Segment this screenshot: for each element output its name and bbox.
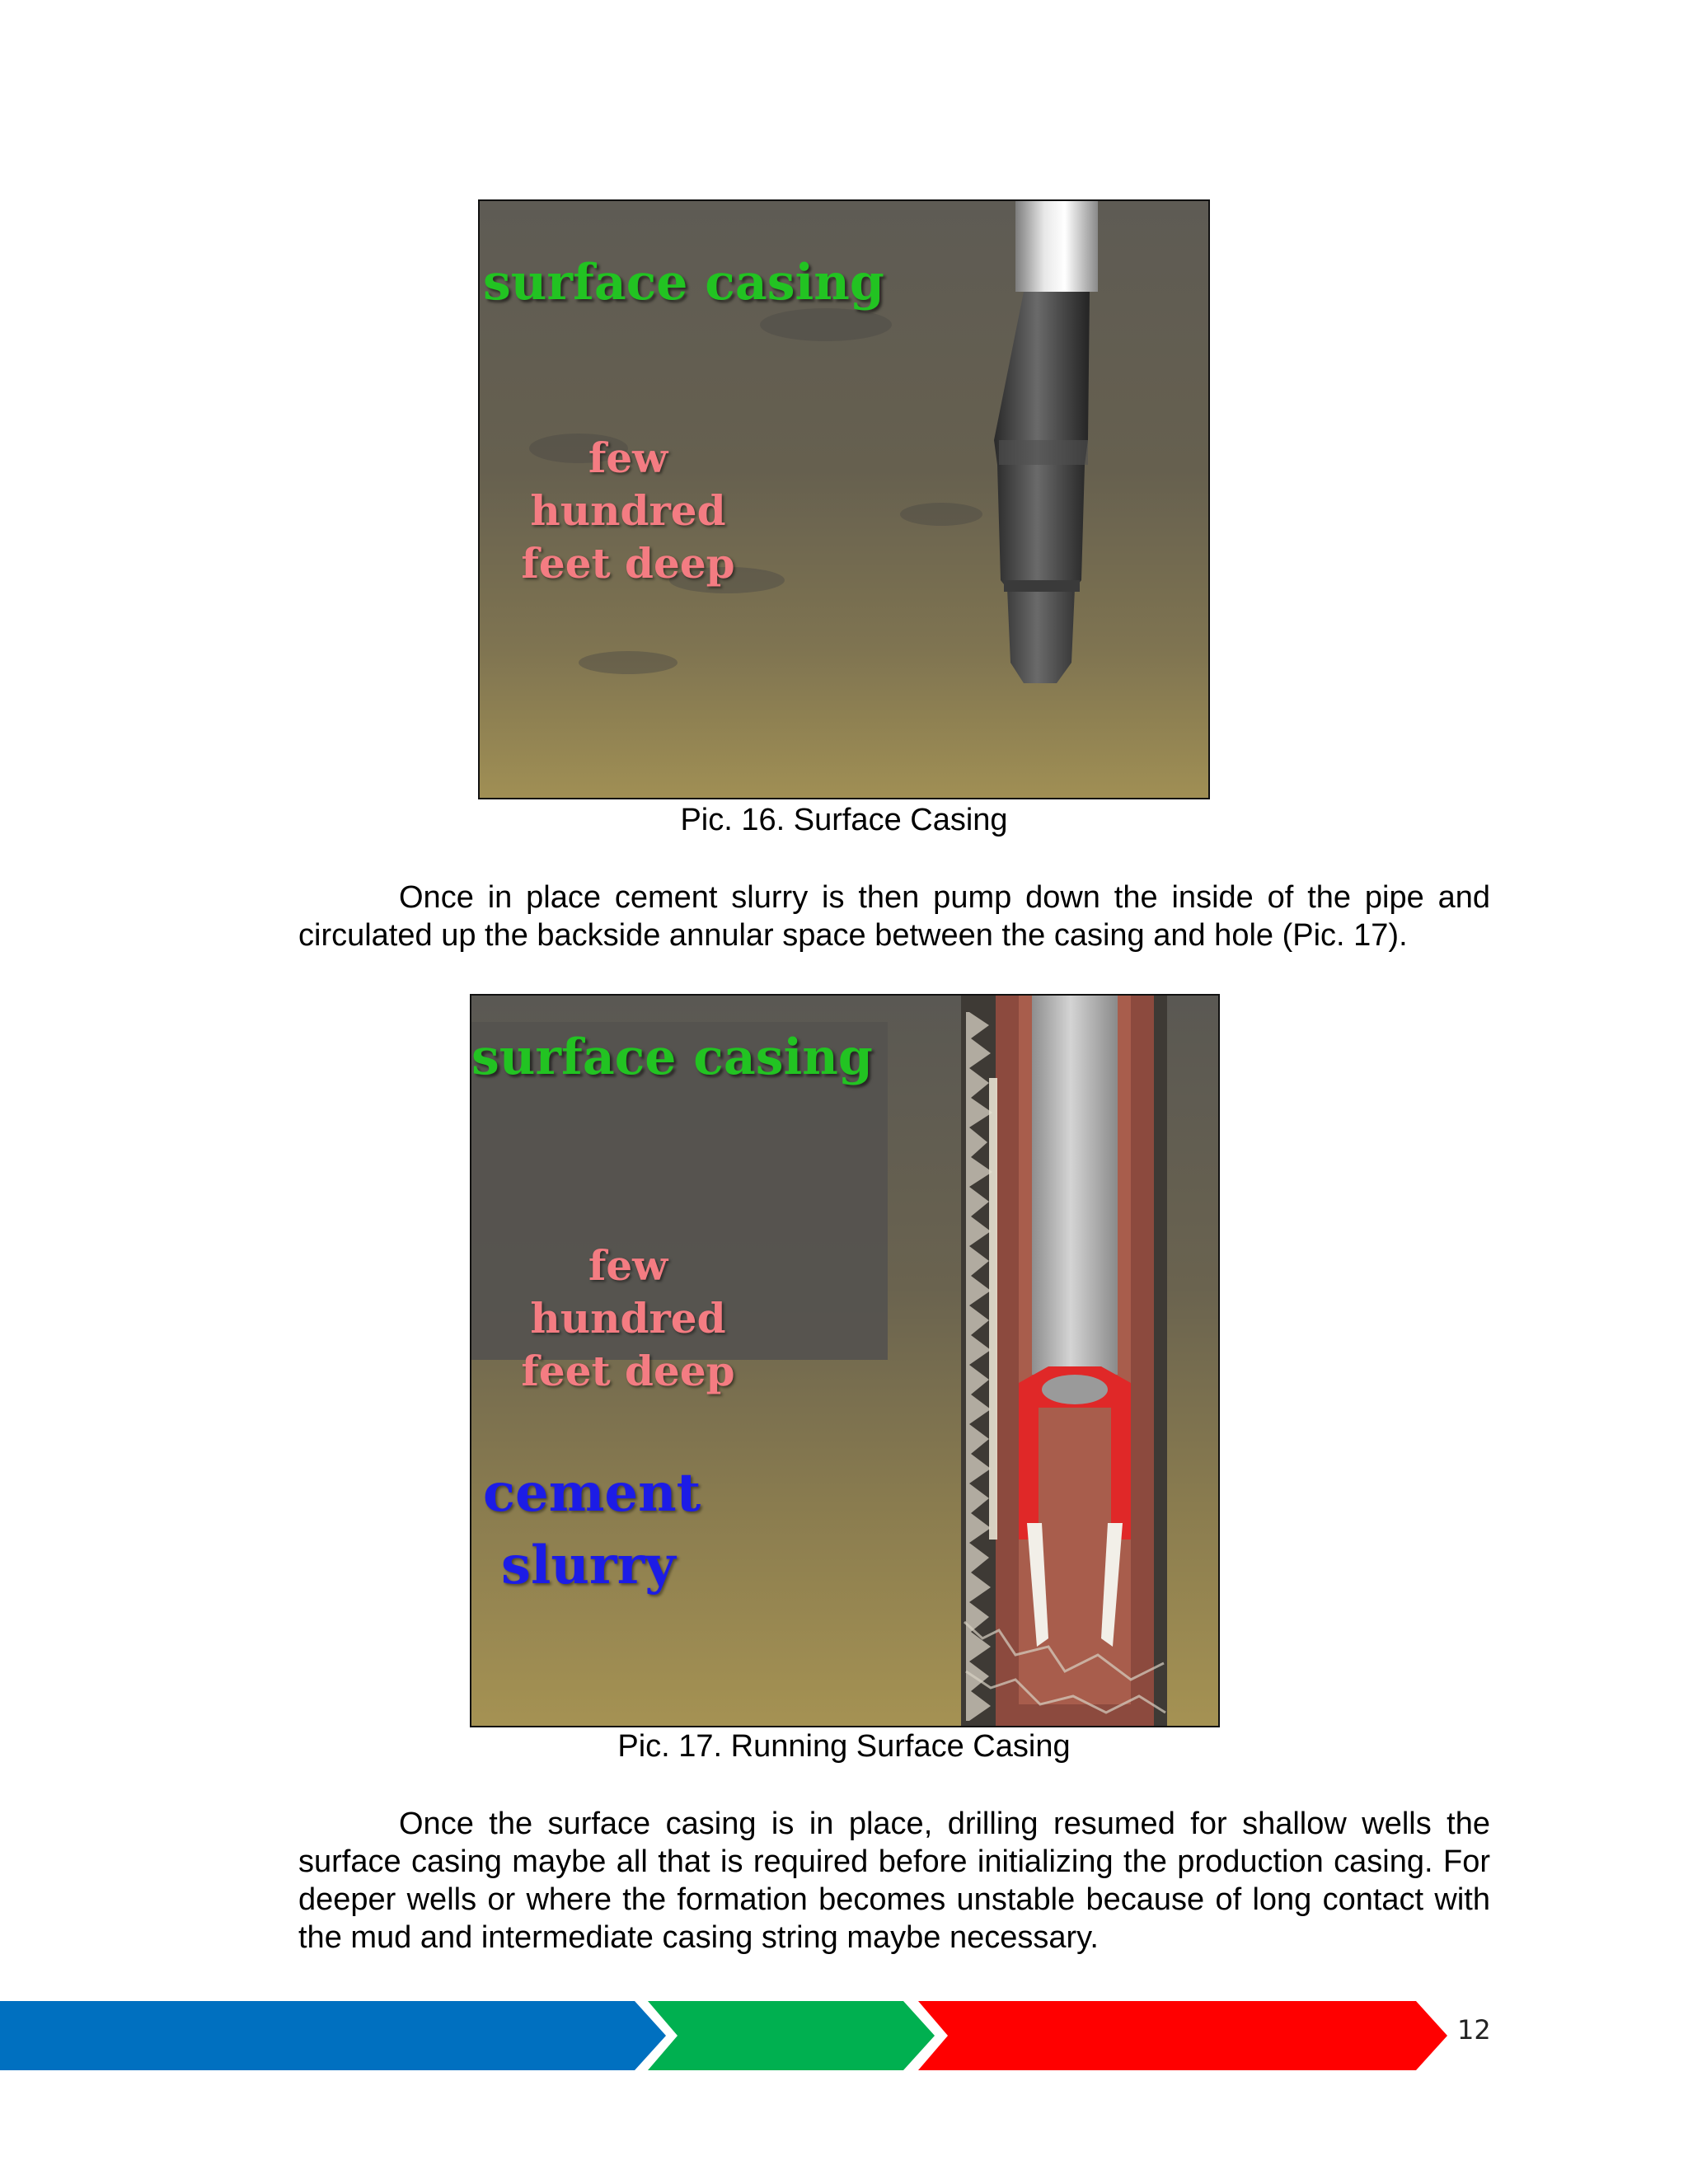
label-depth-line2: feet deep xyxy=(521,539,735,588)
label-depth-line2: feet deep xyxy=(521,1347,735,1395)
footer-arrow-red xyxy=(918,2001,1447,2070)
label-cement-line1: cement xyxy=(483,1462,701,1524)
paragraph-drilling-resumed: Once the surface casing is in place, drilling resumed for shallow wells the surface casing maybe all that is required before initializing the production casing. For deeper wells or where the formation becomes unstable because of long contact with the mud and intermediate casing string maybe necessary. xyxy=(298,1807,1490,1955)
label-depth-line1: few hundred xyxy=(530,434,726,535)
paragraph-cement-slurry: Once in place cement slurry is then pump down the inside of the pipe and circulated up the backside annular space between the casing and hole (Pic. 17). xyxy=(298,880,1490,953)
label-surface-casing: surface casing xyxy=(483,254,884,312)
page-number: 12 xyxy=(1457,2014,1491,2046)
label-surface-casing: surface casing xyxy=(471,1029,873,1086)
caption-pic16: Pic. 16. Surface Casing xyxy=(680,803,1008,837)
figure-surface-casing xyxy=(478,199,1210,799)
wellbore-cross-section xyxy=(961,996,1167,1726)
footer-arrow-blue xyxy=(0,2001,666,2070)
label-depth xyxy=(496,1240,760,1398)
footer-arrow-green xyxy=(648,2001,935,2070)
label-depth xyxy=(504,432,752,590)
figure-running-surface-casing xyxy=(470,994,1220,1727)
label-depth-line1: few hundred xyxy=(530,1241,726,1343)
footer-arrow-bar xyxy=(0,1994,1688,2074)
casing-pipe xyxy=(1015,201,1098,292)
label-cement-line2: slurry xyxy=(501,1535,676,1596)
label-cement-slurry xyxy=(483,1457,701,1602)
casing-pipe xyxy=(1032,996,1118,1375)
caption-pic17: Pic. 17. Running Surface Casing xyxy=(617,1729,1071,1764)
